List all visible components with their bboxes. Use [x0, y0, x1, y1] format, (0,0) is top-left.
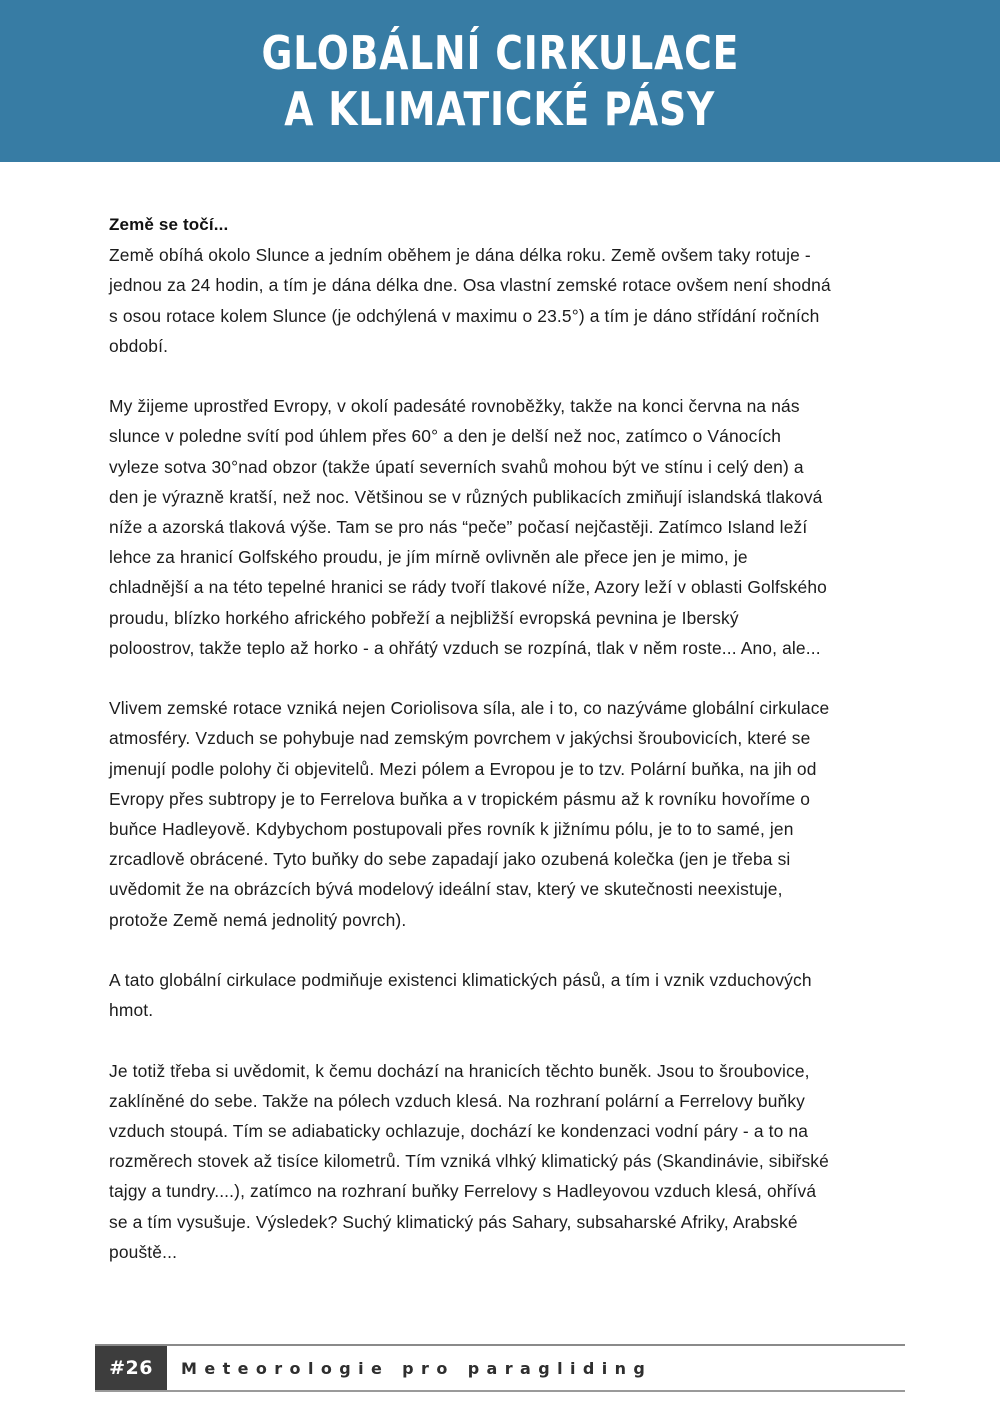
paragraph-1	[109, 240, 909, 361]
text-line: lehce za hranicí Golfského proudu, je jím mírně ovlivněn ale přece jen je mimo, je	[109, 547, 748, 568]
text-line: vzduch stoupá. Tím se adiabaticky ochlazuje, dochází ke kondenzaci vodní páry - a to na	[109, 1121, 809, 1142]
paragraph-2	[109, 391, 909, 663]
text-line: jmenují podle polohy či objevitelů. Mezi pólem a Evropou je to tzv. Polární buňka, na jih od	[109, 758, 817, 779]
text-line: poloostrov, takže teplo až horko - a ohřátý vzduch se rozpíná, tlak v něm roste... Ano, ale...	[109, 637, 821, 658]
page-title-line-1: GLOBÁLNÍ CIRKULACE	[261, 26, 739, 80]
text-line: proudu, blízko horkého afrického pobřeží a nejbližší evropská pevnina je Iberský	[109, 607, 739, 628]
text-line: zaklíněné do sebe. Takže na pólech vzduch klesá. Na rozhraní polární a Ferrelovy buňky	[109, 1090, 806, 1111]
text-line: den je výrazně kratší, než noc. Většinou se v různých publikacích zmiňují islandská tlaková	[109, 486, 823, 507]
text-line: A tato globální cirkulace podmiňuje existenci klimatických pásů, a tím i vznik vzduchových	[109, 970, 812, 991]
text-line: My žijeme uprostřed Evropy, v okolí padesáté rovnoběžky, takže na konci června na nás	[109, 396, 800, 417]
section-heading: Země se točí...	[109, 215, 229, 234]
text-line: Je totiž třeba si uvědomit, k čemu dochází na hranicích těchto buněk. Jsou to šroubovice,	[109, 1060, 810, 1081]
title-banner	[0, 0, 1000, 162]
publication-title: Meteorologie pro paragliding	[181, 1358, 653, 1378]
page-footer	[95, 1344, 905, 1392]
text-line: s osou rotace kolem Slunce (je odchýlená v maximu o 23.5°) a tím je dáno střídání ročních	[109, 305, 820, 326]
text-line: tajgy a tundry....), zatímco na rozhraní buňky Ferrelovy s Hadleyovou vzduch klesá, ohřívá	[109, 1181, 817, 1202]
text-line: níže a azorská tlaková výše. Tam se pro nás “peče” počasí nejčastěji. Zatímco Island leží	[109, 517, 808, 538]
text-line: Země obíhá okolo Slunce a jedním oběhem je dána délka roku. Země ovšem taky rotuje -	[109, 245, 811, 266]
paragraph-4	[109, 965, 909, 1025]
text-line: protože Země nemá jednolitý povrch).	[109, 909, 407, 930]
text-line: se a tím vysušuje. Výsledek? Suchý klimatický pás Sahary, subsaharské Afriky, Arabské	[109, 1211, 798, 1232]
text-line: rozměrech stovek až tisíce kilometrů. Tím vzniká vlhký klimatický pás (Skandinávie, sibiřské	[109, 1151, 829, 1172]
paragraph-5	[109, 1056, 909, 1267]
text-line: buňce Hadleyově. Kdybychom postupovali přes rovník k jižnímu pólu, je to to samé, jen	[109, 819, 794, 840]
article-body	[109, 210, 909, 1267]
text-line: uvědomit že na obrázcích bývá modelový ideální stav, který ve skutečnosti neexistuje,	[109, 879, 783, 900]
text-line: chladnější a na této tepelné hranici se rády tvoří tlakové níže, Azory leží v oblasti Golfského	[109, 577, 827, 598]
text-line: atmosféry. Vzduch se pohybuje nad zemským povrchem v jakýchsi šroubovicích, které se	[109, 728, 811, 749]
page-number: #26	[95, 1346, 167, 1390]
text-line: slunce v poledne svítí pod úhlem přes 60° a den je delší než noc, zatímco o Vánocích	[109, 426, 782, 447]
text-line: zrcadlově obrácené. Tyto buňky do sebe zapadají jako ozubená kolečka (jen je třeba si	[109, 849, 791, 870]
text-line: pouště...	[109, 1241, 178, 1262]
text-line: Vlivem zemské rotace vzniká nejen Coriolisova síla, ale i to, co nazýváme globální cirkulace	[109, 698, 830, 719]
text-line: období.	[109, 335, 169, 356]
page-title-line-2: A KLIMATICKÉ PÁSY	[284, 82, 716, 136]
text-line: vyleze sotva 30°nad obzor (takže úpatí severních svahů mohou být ve stínu i celý den) a	[109, 456, 804, 477]
paragraph-3	[109, 693, 909, 935]
text-line: jednou za 24 hodin, a tím je dána délka dne. Osa vlastní zemské rotace ovšem není shodná	[109, 275, 831, 296]
text-line: Evropy přes subtropy je to Ferrelova buňka a v tropickém pásmu až k rovníku hovoříme o	[109, 788, 811, 809]
text-line: hmot.	[109, 1000, 154, 1021]
